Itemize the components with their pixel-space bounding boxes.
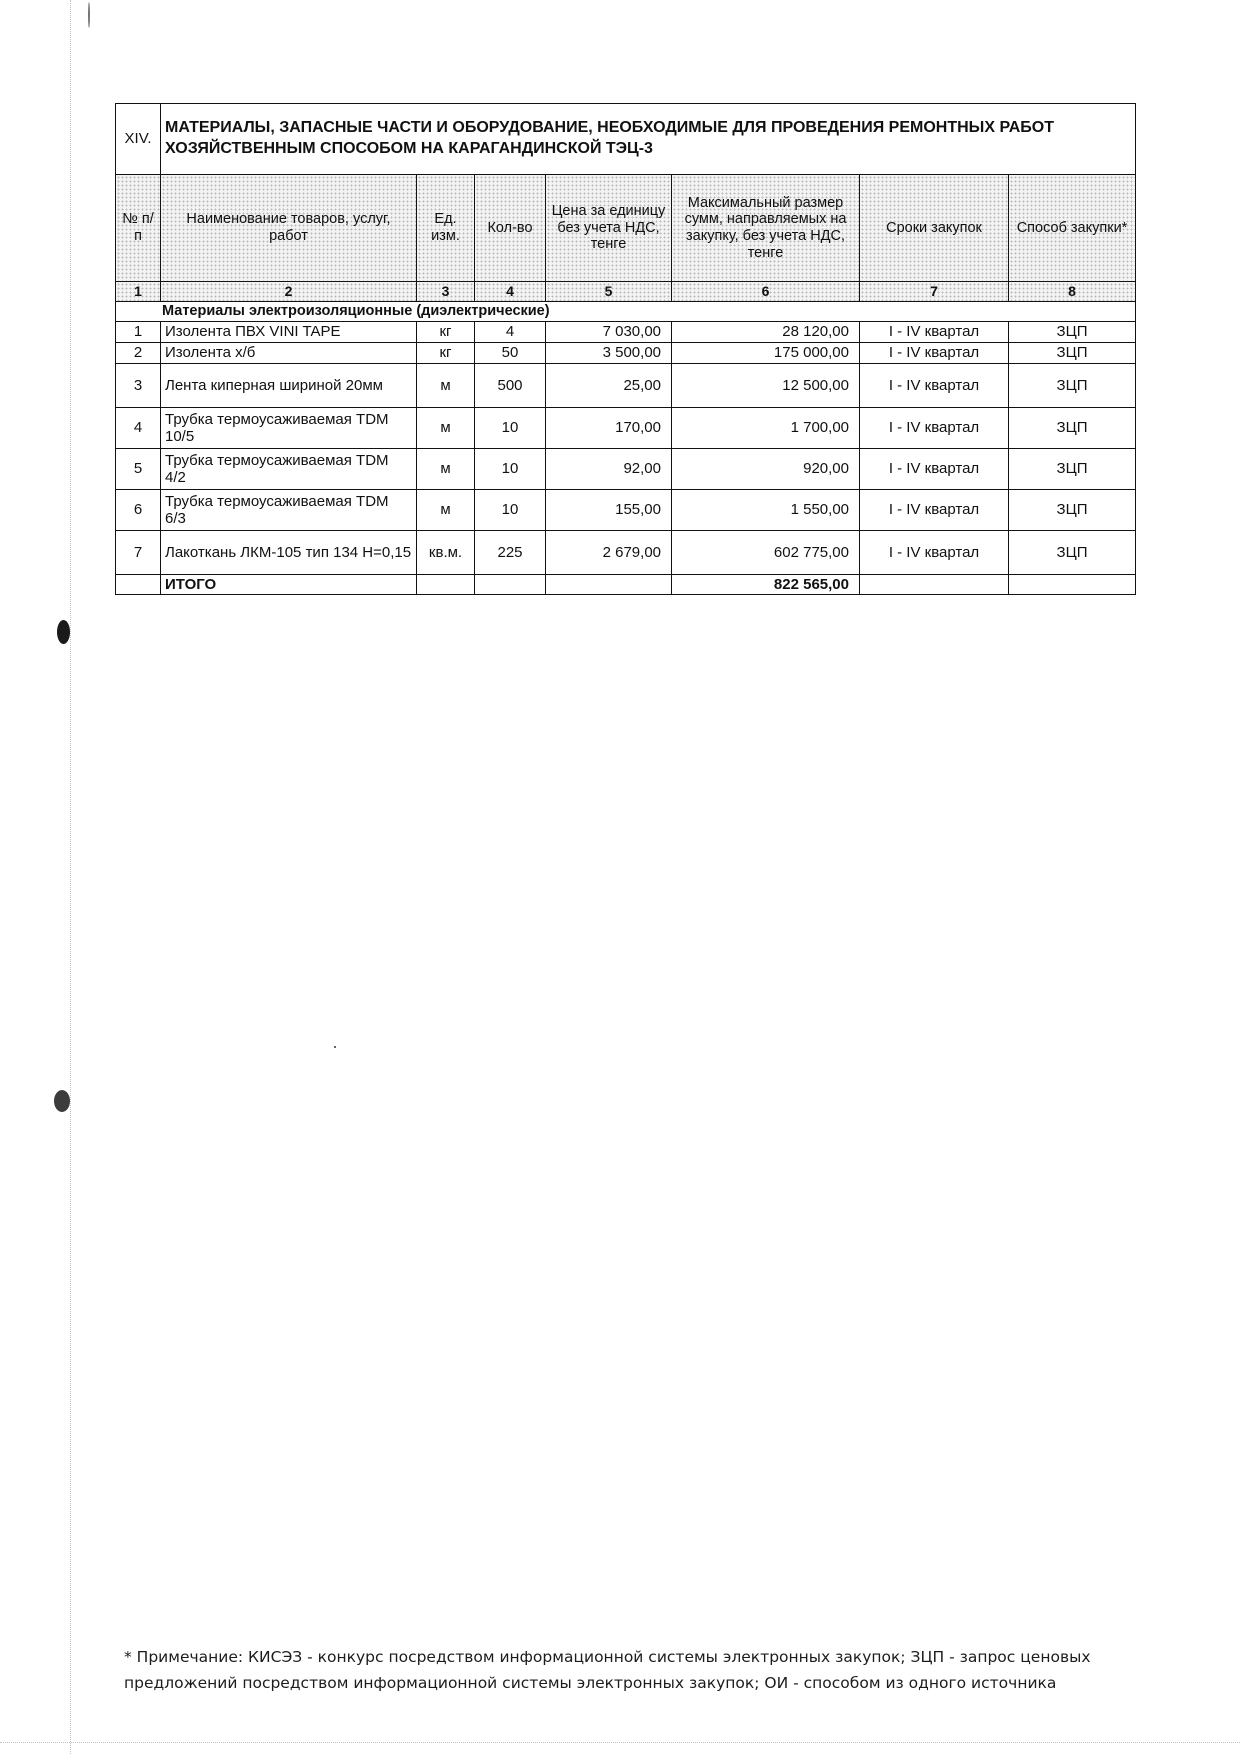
table-row <box>116 364 1136 408</box>
cell-qty: 10 <box>475 449 546 490</box>
cell-unit: кг <box>417 343 475 364</box>
cell-number: 5 <box>116 449 161 490</box>
cell-price: 7 030,00 <box>546 322 672 343</box>
cell-term: I - IV квартал <box>860 408 1009 449</box>
cell-price: 3 500,00 <box>546 343 672 364</box>
column-header-row <box>116 175 1136 282</box>
column-number: 3 <box>417 282 475 302</box>
cell-qty: 225 <box>475 531 546 575</box>
table-row <box>116 449 1136 490</box>
cell-number: 1 <box>116 322 161 343</box>
column-number: 4 <box>475 282 546 302</box>
col-header-max-sum: Максимальный размер сумм, направляемых на закупку, без учета НДС, тенге <box>672 175 860 282</box>
cell-term: I - IV квартал <box>860 364 1009 408</box>
cell-unit: м <box>417 364 475 408</box>
cell-unit: м <box>417 449 475 490</box>
column-number-row <box>116 282 1136 302</box>
section-title <box>161 104 1136 175</box>
cell-qty: 10 <box>475 490 546 531</box>
total-label: ИТОГО <box>161 575 417 595</box>
cell-term: I - IV квартал <box>860 322 1009 343</box>
cell-price: 155,00 <box>546 490 672 531</box>
cell-term: I - IV квартал <box>860 531 1009 575</box>
column-number: 8 <box>1009 282 1136 302</box>
cell-sum: 920,00 <box>672 449 860 490</box>
table-row <box>116 343 1136 364</box>
punch-hole-mark <box>54 1090 70 1112</box>
total-sum: 822 565,00 <box>672 575 860 595</box>
cell-unit: кг <box>417 322 475 343</box>
cell-method: ЗЦП <box>1009 322 1136 343</box>
cell-name: Изолента х/б <box>161 343 417 364</box>
cell-term: I - IV квартал <box>860 490 1009 531</box>
col-header-term: Сроки закупок <box>860 175 1009 282</box>
cell-name: Трубка термоусаживаемая TDM 10/5 <box>161 408 417 449</box>
scan-speck <box>334 1046 336 1048</box>
cell-name: Трубка термоусаживаемая TDM 4/2 <box>161 449 417 490</box>
procurement-table <box>115 103 1136 595</box>
col-header-name: Наименование товаров, услуг, работ <box>161 175 417 282</box>
total-empty-cell <box>1009 575 1136 595</box>
cell-price: 92,00 <box>546 449 672 490</box>
cell-qty: 10 <box>475 408 546 449</box>
col-header-qty: Кол-во <box>475 175 546 282</box>
group-row <box>116 302 1136 322</box>
cell-sum: 12 500,00 <box>672 364 860 408</box>
table-row <box>116 408 1136 449</box>
total-empty-cell <box>116 575 161 595</box>
table-row <box>116 490 1136 531</box>
cell-sum: 1 550,00 <box>672 490 860 531</box>
cell-number: 7 <box>116 531 161 575</box>
total-empty-cell <box>475 575 546 595</box>
cell-number: 4 <box>116 408 161 449</box>
footnote-line2: предложений посредством информационной системы электронных закупок; ОИ - способом из одного источника <box>124 1674 1057 1692</box>
cell-term: I - IV квартал <box>860 449 1009 490</box>
table-row <box>116 531 1136 575</box>
col-header-method: Способ закупки* <box>1009 175 1136 282</box>
cell-method: ЗЦП <box>1009 449 1136 490</box>
cell-method: ЗЦП <box>1009 531 1136 575</box>
cell-unit: м <box>417 490 475 531</box>
total-empty-cell <box>417 575 475 595</box>
scan-edge-line-bottom <box>0 1742 1240 1744</box>
cell-price: 170,00 <box>546 408 672 449</box>
col-header-price: Цена за единицу без учета НДС, тенге <box>546 175 672 282</box>
cell-name: Лента киперная шириной 20мм <box>161 364 417 408</box>
total-row <box>116 575 1136 595</box>
cell-name: Изолента ПВХ VINI TAPE <box>161 322 417 343</box>
footnote <box>124 1644 1124 1696</box>
cell-price: 2 679,00 <box>546 531 672 575</box>
cell-method: ЗЦП <box>1009 364 1136 408</box>
cell-sum: 1 700,00 <box>672 408 860 449</box>
cell-qty: 4 <box>475 322 546 343</box>
cell-method: ЗЦП <box>1009 343 1136 364</box>
scan-edge-line <box>70 0 72 1754</box>
cell-unit: кв.м. <box>417 531 475 575</box>
col-header-number: № п/п <box>116 175 161 282</box>
cell-method: ЗЦП <box>1009 408 1136 449</box>
cell-term: I - IV квартал <box>860 343 1009 364</box>
cell-price: 25,00 <box>546 364 672 408</box>
cell-sum: 175 000,00 <box>672 343 860 364</box>
column-number: 5 <box>546 282 672 302</box>
section-header-row <box>116 104 1136 175</box>
cell-sum: 28 120,00 <box>672 322 860 343</box>
section-title-line2: ХОЗЯЙСТВЕННЫМ СПОСОБОМ НА КАРАГАНДИНСКОЙ ТЭЦ-3 <box>165 140 653 157</box>
section-number: XIV. <box>116 104 161 175</box>
cell-qty: 500 <box>475 364 546 408</box>
scan-speck <box>88 2 90 28</box>
column-number: 2 <box>161 282 417 302</box>
total-empty-cell <box>546 575 672 595</box>
cell-unit: м <box>417 408 475 449</box>
cell-qty: 50 <box>475 343 546 364</box>
cell-name: Трубка термоусаживаемая TDM 6/3 <box>161 490 417 531</box>
cell-sum: 602 775,00 <box>672 531 860 575</box>
footnote-line1: * Примечание: КИСЭЗ - конкурс посредством информационной системы электронных закупок; ЗЦП - запрос ценовых <box>124 1648 1091 1666</box>
cell-method: ЗЦП <box>1009 490 1136 531</box>
cell-number: 6 <box>116 490 161 531</box>
punch-hole-mark <box>57 620 70 644</box>
column-number: 7 <box>860 282 1009 302</box>
cell-number: 2 <box>116 343 161 364</box>
section-title-line1: МАТЕРИАЛЫ, ЗАПАСНЫЕ ЧАСТИ И ОБОРУДОВАНИЕ, НЕОБХОДИМЫЕ ДЛЯ ПРОВЕДЕНИЯ РЕМОНТНЫХ РАБОТ <box>165 119 1054 137</box>
total-empty-cell <box>860 575 1009 595</box>
col-header-unit: Ед. изм. <box>417 175 475 282</box>
column-number: 1 <box>116 282 161 302</box>
group-title: Материалы электроизоляционные (диэлектрические) <box>116 302 1136 322</box>
column-number: 6 <box>672 282 860 302</box>
cell-number: 3 <box>116 364 161 408</box>
cell-name: Лакоткань ЛКМ-105 тип 134 Н=0,15 <box>161 531 417 575</box>
table-row <box>116 322 1136 343</box>
